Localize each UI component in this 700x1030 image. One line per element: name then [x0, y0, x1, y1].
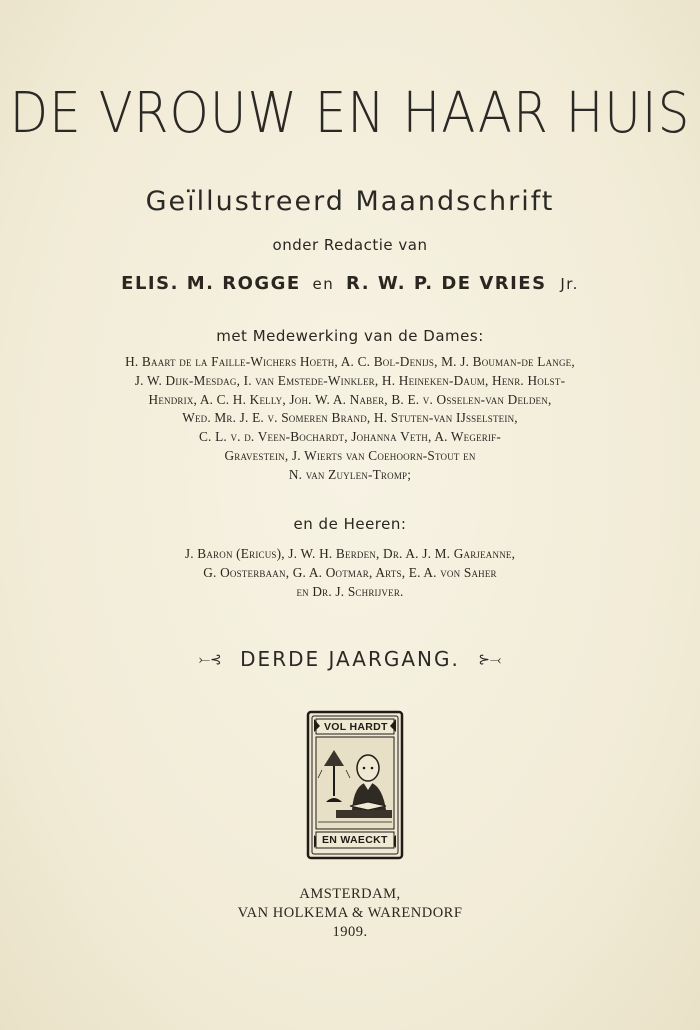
editor-suffix: Jr.: [560, 275, 579, 293]
volume-line: [0, 647, 700, 671]
dames-line: C. L. v. d. Veen-Bochardt, Johanna Veth, A. Wegerif-: [198, 429, 502, 445]
imprint: [0, 885, 700, 942]
dames-line: Hendrix, A. C. H. Kelly, Joh. W. A. Naber, B. E. v. Osselen-van Delden,: [148, 391, 552, 407]
imprint-city: AMSTERDAM,: [299, 886, 401, 902]
editors-line: [0, 273, 700, 294]
heeren-list: [0, 545, 700, 601]
editor-first: ELIS. M. ROGGE: [121, 273, 301, 294]
ornament-left-icon: ⤚⊰: [198, 652, 222, 668]
dames-line: H. Baart de la Faille-Wichers Hoeth, A. C. Bol-Denijs, M. J. Bouman-de Lange,: [125, 354, 575, 369]
dames-list: [0, 353, 700, 485]
dames-line: Wed. Mr. J. E. v. Someren Brand, H. Stuten-van IJsselstein,: [182, 410, 518, 426]
heeren-line: en Dr. J. Schrijver.: [296, 583, 404, 599]
ornament-right-icon: ⊱⤙: [478, 652, 502, 668]
imprint-year: 1909.: [332, 924, 368, 940]
dames-line: N. van Zuylen-Tromp;: [288, 466, 412, 482]
journal-title: DE VROUW EN HAAR HUIS: [9, 80, 691, 146]
heeren-intro: en de Heeren:: [293, 515, 407, 533]
imprint-publisher: VAN HOLKEMA & WARENDORF: [237, 905, 463, 921]
volume-label: DERDE JAARGANG.: [240, 647, 460, 671]
editor-conjunction: en: [312, 275, 335, 293]
vignette-motto-bottom: EN WAECKT: [322, 834, 388, 846]
dames-intro: met Medewerking van de Dames:: [216, 327, 484, 345]
editor-intro: onder Redactie van: [272, 236, 428, 254]
vignette-motto-top: VOL HARDT: [324, 721, 388, 733]
journal-subtitle: Geïllustreerd Maandschrift: [145, 186, 555, 217]
dames-line: J. W. Dijk-Mesdag, I. van Emstede-Winkler, H. Heineken-Daum, Henr. Holst-: [134, 372, 566, 388]
heeren-line: J. Baron (Ericus), J. W. H. Berden, Dr. A. J. M. Garjeanne,: [184, 546, 516, 561]
editor-second: R. W. P. DE VRIES: [346, 273, 547, 294]
dames-line: Gravestein, J. Wierts van Coehoorn-Stout en: [224, 447, 476, 463]
publisher-vignette: [306, 710, 404, 860]
heeren-line: G. Oosterbaan, G. A. Ootmar, Arts, E. A. von Saher: [203, 564, 497, 580]
